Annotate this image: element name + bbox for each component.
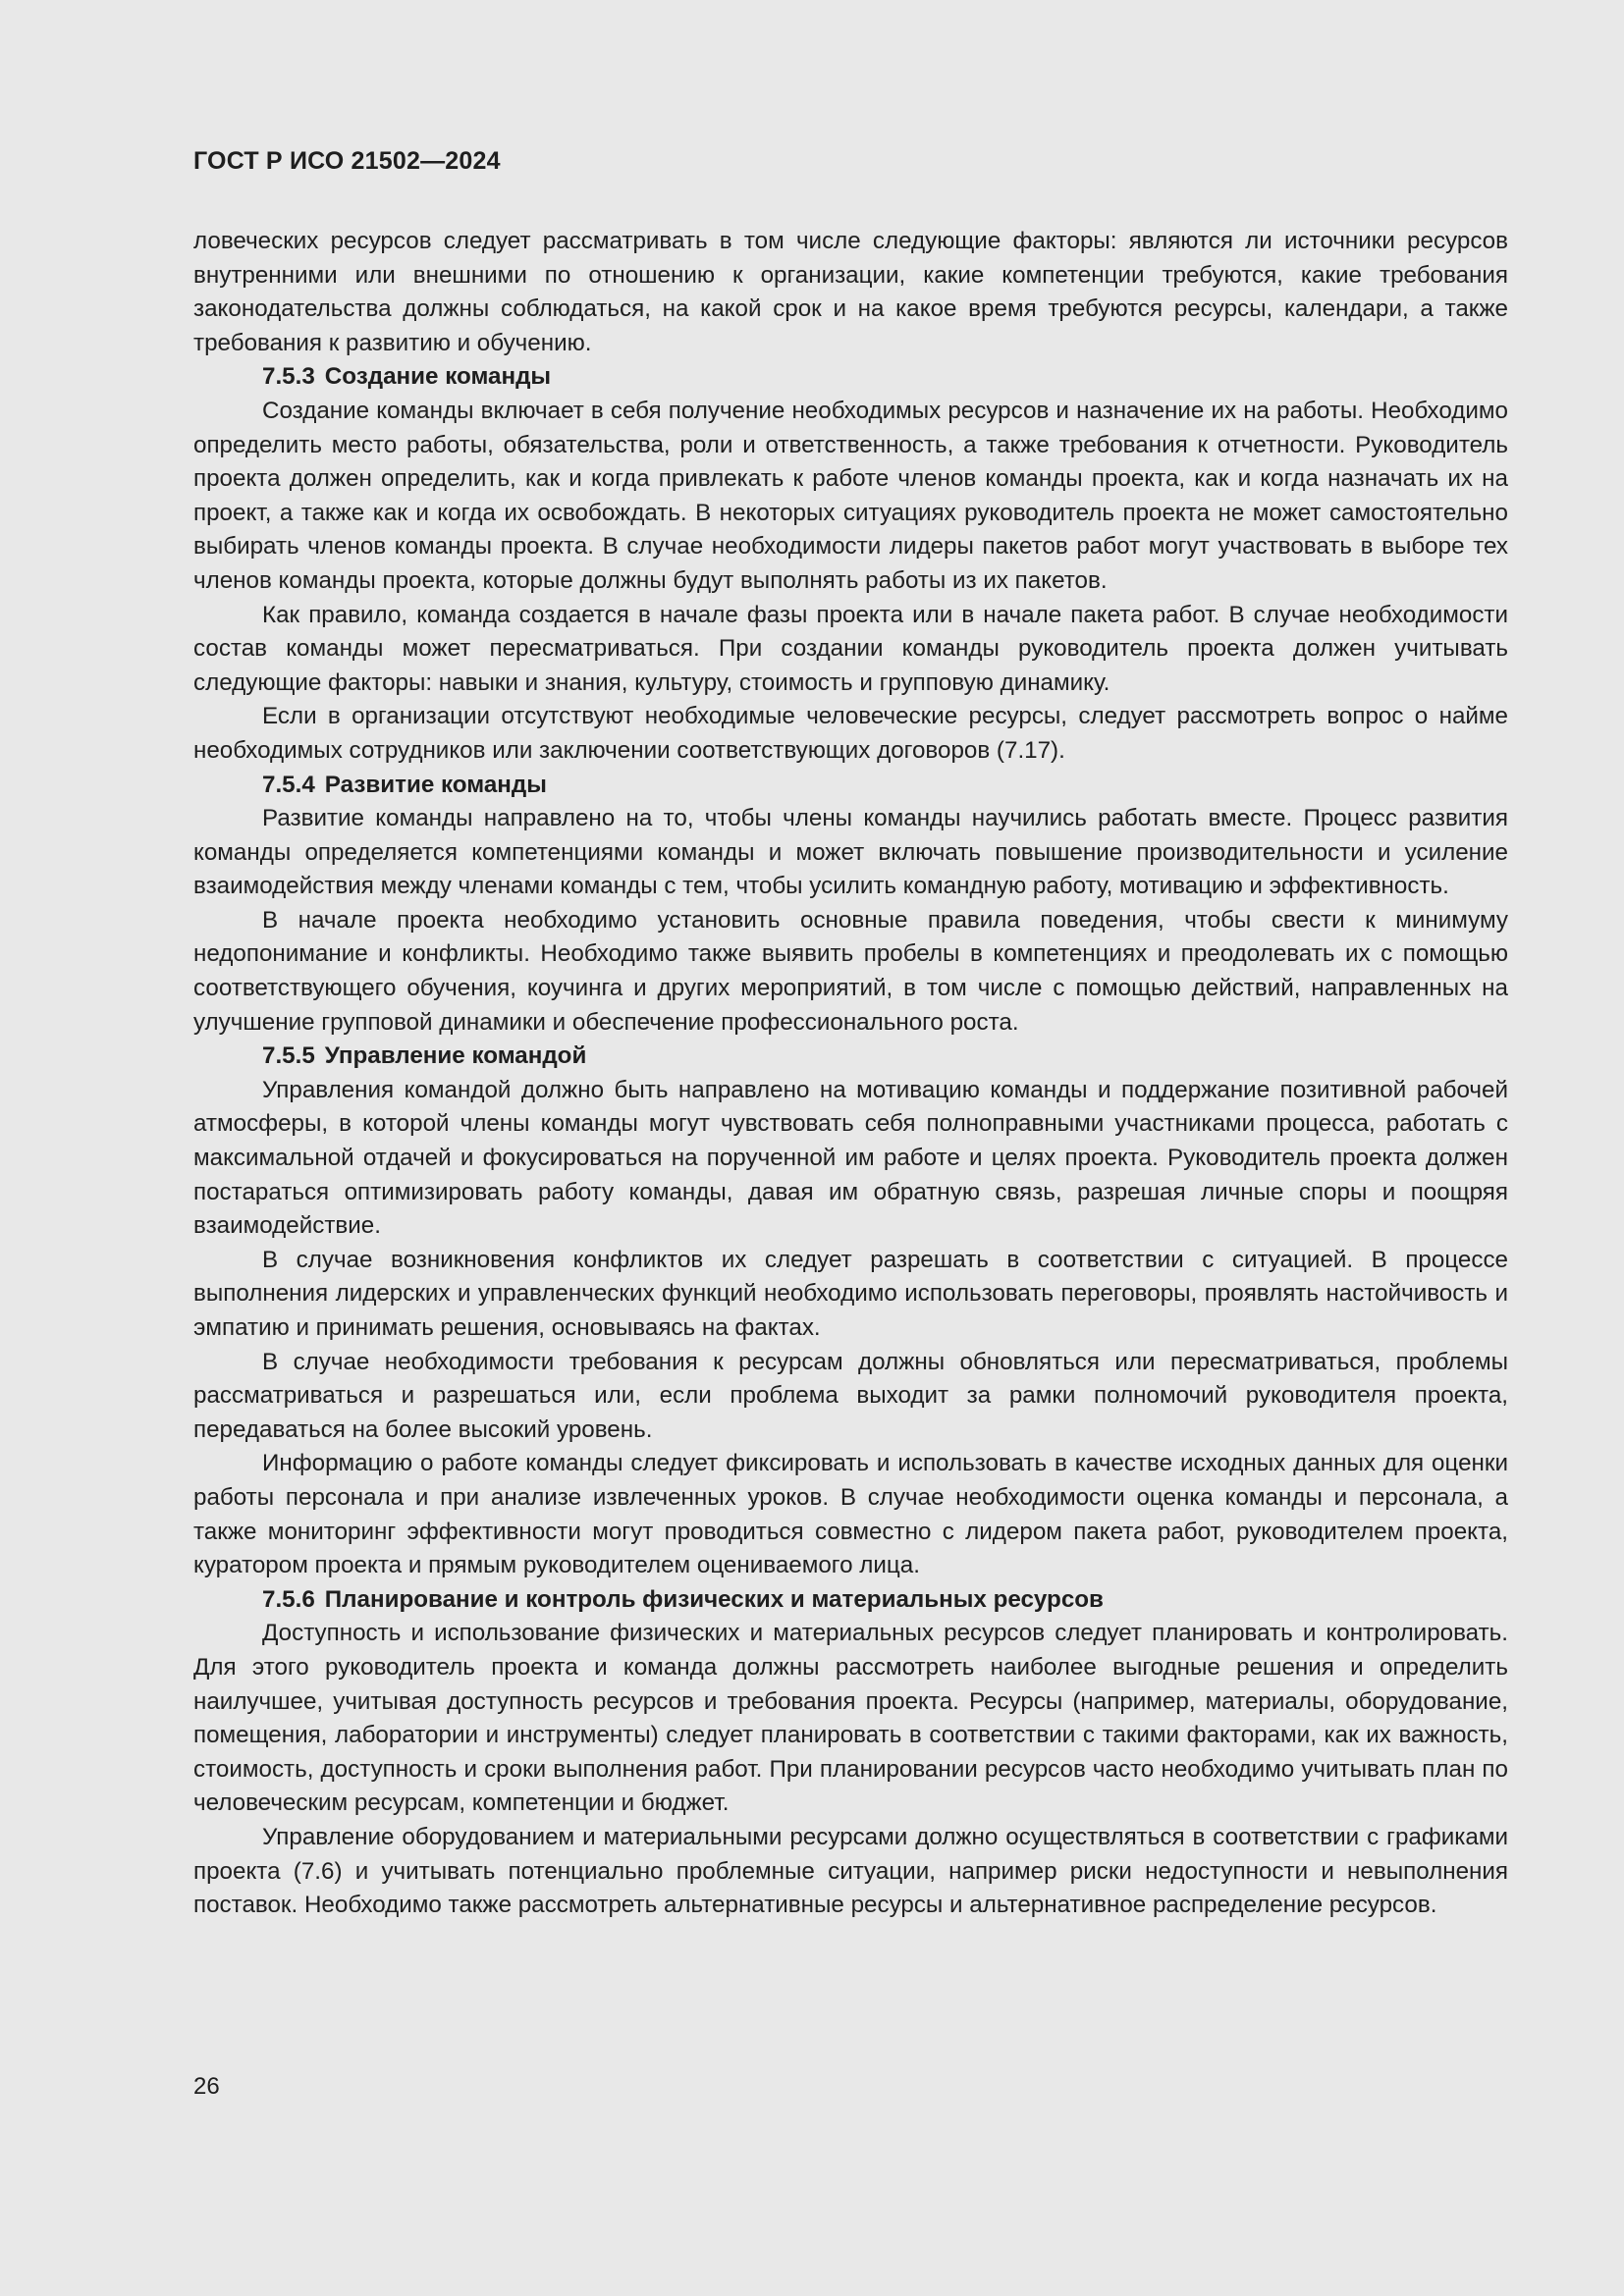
paragraph: Управление оборудованием и материальными ресурсами должно осуществляться в соответствии с графиками проекта (7.6) и учитывать потенциально проблемные ситуации, например риски недоступности и невыполнения поставок. Необходимо также рассмотреть альтернативные ресурсы и альтернативное распределение ресурсов.: [193, 1823, 1508, 1919]
paragraph: В начале проекта необходимо установить основные правила поведения, чтобы свести к минимуму недопонимание и конфликты. Необходимо также выявить пробелы в компетенциях и преодолевать их с помощью соответствующего обучения, коучинга и других мероприятий, в том числе с помощью действий, направленных на улучшение групповой динамики и обеспечение профессионального роста.: [193, 906, 1508, 1036]
document-body: [193, 225, 1508, 1923]
paragraph: Создание команды включает в себя получение необходимых ресурсов и назначение их на работы. Необходимо определить место работы, обязательства, роли и ответственность, а также требования к отчетности. Руководитель проекта должен определить, как и когда привлекать к работе членов команды проекта, как и когда назначать их на проект, а также как и когда их освобождать. В некоторых ситуациях руководитель проекта не может самостоятельно выбирать членов команды проекта. В случае необходимости лидеры пакетов работ могут участвовать в выборе тех членов команды проекта, которые должны будут выполнять работы из их пакетов.: [193, 397, 1508, 594]
section-number: 7.5.5: [262, 1042, 315, 1070]
section-title: Создание команды: [324, 363, 552, 391]
paragraph: Если в организации отсутствуют необходимые человеческие ресурсы, следует рассмотреть вопрос о найме необходимых сотрудников или заключении соответствующих договоров (7.17).: [193, 703, 1508, 764]
section-heading-7-5-4: [193, 769, 1508, 803]
paragraph: Управления командой должно быть направлено на мотивацию команды и поддержание позитивной рабочей атмосферы, в которой члены команды могут чувствовать себя полноправными участниками процесса, работать с максимальной отдачей и фокусироваться на порученной им работе и целях проекта. Руководитель проекта должен постараться оптимизировать работу команды, давая им обратную связь, разрешая личные споры и поощряя взаимодействие.: [193, 1076, 1508, 1240]
document-header: ГОСТ Р ИСО 21502—2024: [193, 147, 501, 175]
paragraph: В случае возникновения конфликтов их следует разрешать в соответствии с ситуацией. В процессе выполнения лидерских и управленческих функций необходимо использовать переговоры, проявлять настойчивость и эмпатию и принимать решения, основываясь на фактах.: [193, 1246, 1508, 1341]
section-title: Планирование и контроль физических и материальных ресурсов: [324, 1585, 1104, 1613]
section-heading-7-5-6: [193, 1583, 1508, 1618]
paragraph: В случае необходимости требования к ресурсам должны обновляться или пересматриваться, проблемы рассматриваться и разрешаться или, если проблема выходит за рамки полномочий руководителя проекта, передаваться на более высокий уровень.: [193, 1348, 1508, 1443]
paragraph: Развитие команды направлено на то, чтобы члены команды научились работать вместе. Процесс развития команды определяется компетенциями команды и может включать повышение производительности и усиление взаимодействия между членами команды с тем, чтобы усилить командную работу, мотивацию и эффективность.: [193, 805, 1508, 900]
section-heading-7-5-5: [193, 1040, 1508, 1074]
section-number: 7.5.4: [262, 771, 315, 798]
section-title: Развитие команды: [324, 771, 547, 798]
section-number: 7.5.6: [262, 1585, 315, 1613]
section-title: Управление командой: [324, 1042, 587, 1070]
paragraph: Как правило, команда создается в начале фазы проекта или в начале пакета работ. В случае необходимости состав команды может пересматриваться. При создании команды руководитель проекта должен учитывать следующие факторы: навыки и знания, культуру, стоимость и групповую динамику.: [193, 601, 1508, 696]
section-heading-7-5-3: [193, 360, 1508, 395]
section-number: 7.5.3: [262, 363, 315, 391]
paragraph: Доступность и использование физических и материальных ресурсов следует планировать и контролировать. Для этого руководитель проекта и команда должны рассмотреть наиболее выгодные решения и определить наилучшее, учитывая доступность ресурсов и требования проекта. Ресурсы (например, материалы, оборудование, помещения, лаборатории и инструменты) следует планировать в соответствии с такими факторами, как их важность, стоимость, доступность и сроки выполнения работ. При планировании ресурсов часто необходимо учитывать план по человеческим ресурсам, компетенции и бюджет.: [193, 1620, 1508, 1817]
paragraph: Информацию о работе команды следует фиксировать и использовать в качестве исходных данных для оценки работы персонала и при анализе извлеченных уроков. В случае необходимости оценка команды и персонала, а также мониторинг эффективности могут проводиться совместно с лидером пакета работ, руководителем проекта, куратором проекта и прямым руководителем оцениваемого лица.: [193, 1450, 1508, 1579]
continuation-paragraph: ловеческих ресурсов следует рассматривать в том числе следующие факторы: являются ли источники ресурсов внутренними или внешними по отношению к организации, какие компетенции требуются, какие требования законодательства должны соблюдаться, на какой срок и на какое время требуются ресурсы, календари, а также требования к развитию и обучению.: [193, 228, 1508, 356]
page-number: 26: [193, 2073, 220, 2100]
